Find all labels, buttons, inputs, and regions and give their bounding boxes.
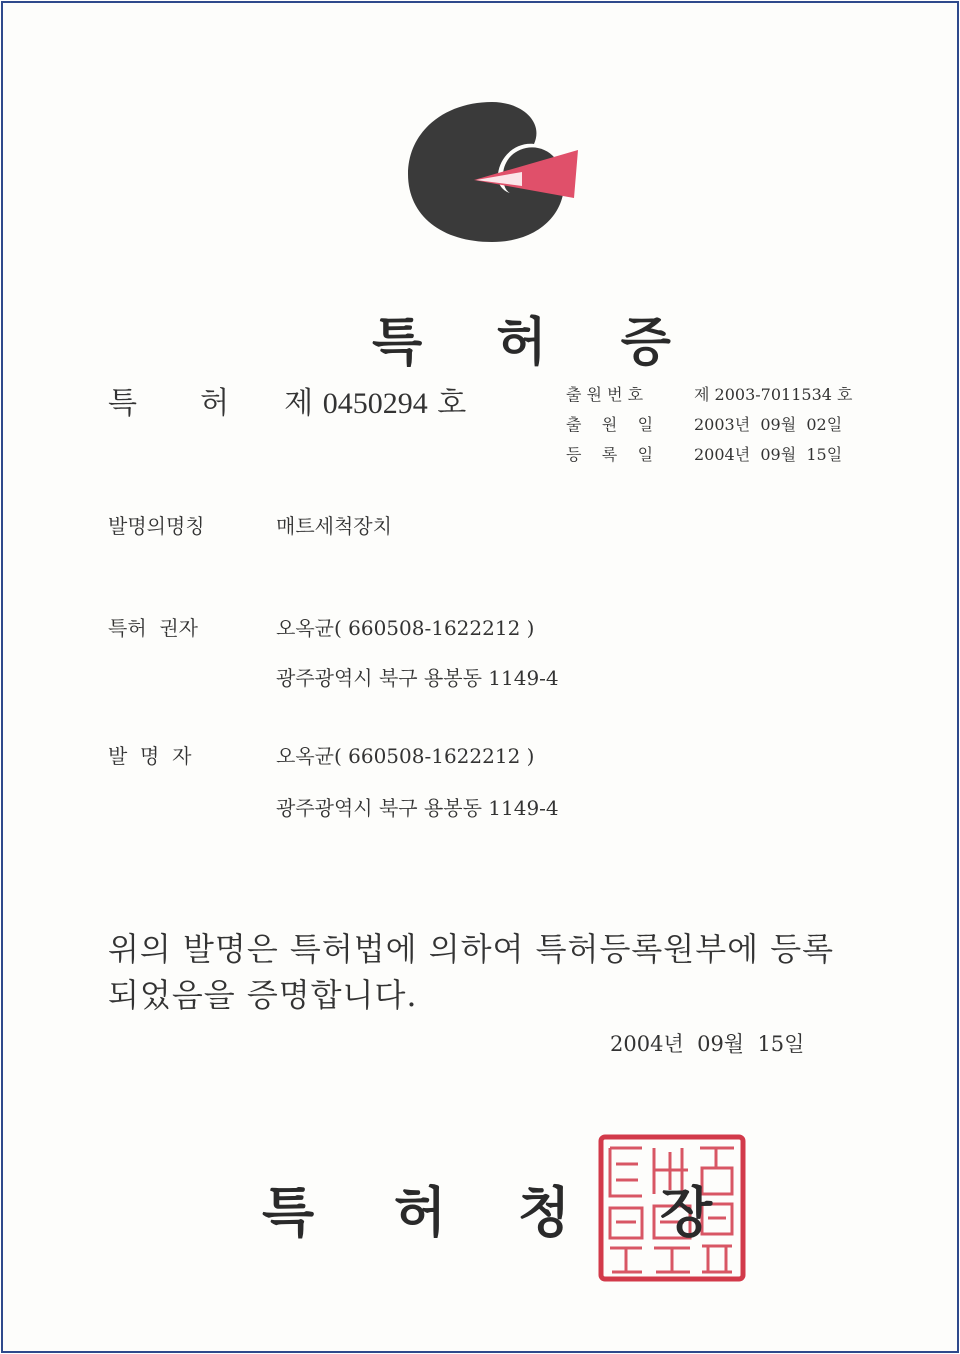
registration-date-value: 2004년 09월 15일: [694, 445, 843, 464]
patent-suffix: 호: [437, 386, 467, 421]
government-emblem-icon: [404, 98, 584, 248]
statement-line-1: 위의 발명은 특허법에 의하여 특허등록원부에 등록: [108, 930, 835, 968]
patent-prefix-1: 특: [108, 386, 137, 421]
application-date-label: 출 원 일: [566, 415, 654, 434]
application-date-value: 2003년 09월 02일: [694, 415, 843, 434]
office-char-3: 청: [518, 1181, 571, 1244]
patent-prefix-3: 제: [284, 386, 314, 421]
patent-number: [108, 378, 466, 422]
office-char-4: 장: [660, 1181, 713, 1244]
application-number-value: 제 2003-7011534 호: [694, 385, 853, 404]
issue-date: 2004년 09월 15일: [610, 1032, 805, 1056]
application-number-label: 출 원 번 호: [566, 385, 644, 404]
office-char-2: 허: [394, 1181, 447, 1244]
inventor-label: 발 명 자: [108, 744, 192, 768]
inventor-name: 오옥균( 660508-1622212 ): [276, 744, 535, 768]
certification-statement: [108, 926, 834, 1018]
patentee-name: 오옥균( 660508-1622212 ): [276, 616, 535, 640]
inventor-address: 광주광역시 북구 용봉동 1149-4: [276, 796, 559, 820]
statement-line-2: 되었음을 증명합니다.: [108, 976, 418, 1014]
patentee-label: 특허 권자: [108, 616, 198, 640]
certificate-title: 특 허 증: [372, 313, 699, 373]
patentee-address: 광주광역시 북구 용봉동 1149-4: [276, 666, 559, 690]
invention-name-label: 발명의명칭: [108, 514, 205, 538]
invention-name-value: 매트세척장치: [276, 514, 392, 538]
office-char-1: 특: [262, 1181, 315, 1244]
patent-number-value: 0450294: [322, 387, 428, 420]
registration-date-label: 등 록 일: [566, 445, 654, 464]
patent-prefix-2: 허: [200, 386, 230, 421]
